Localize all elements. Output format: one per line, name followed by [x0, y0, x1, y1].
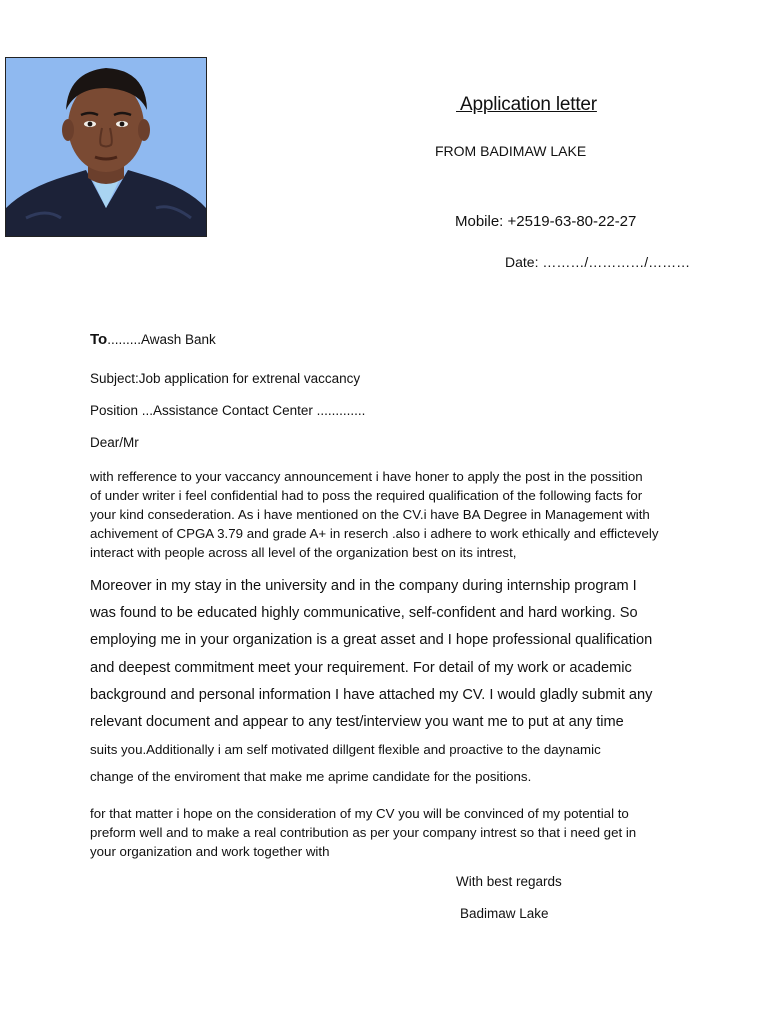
subject-line: Subject:Job application for extrenal vaccancy	[90, 371, 361, 386]
paragraph-line: with refference to your vaccancy announcement i have honer to apply the post in the possition	[90, 469, 643, 484]
paragraph-line: background and personal information I have attached my CV. I would gladly submit any	[90, 686, 653, 703]
body-paragraph-3	[90, 804, 680, 861]
applicant-photo	[5, 57, 207, 237]
to-label: To	[90, 331, 108, 348]
paragraph-line: relevant document and appear to any test/interview you want me to put at any time	[90, 714, 624, 731]
paragraph-line: achivement of CPGA 3.79 and grade A+ in reserch .also i adhere to work ethically and effictevely	[90, 526, 659, 541]
paragraph-line: was found to be educated highly communicative, self-confident and hard working. So	[90, 605, 638, 622]
recipient-name: .........Awash Bank	[107, 332, 216, 347]
paragraph-line: of under writer i feel confidential had to poss the required qualification of the following facts for	[90, 488, 643, 503]
paragraph-line: your organization and work together with	[90, 844, 330, 859]
position-line: Position ...Assistance Contact Center .............	[90, 403, 366, 418]
paragraph-line: your kind consederation. As i have mentioned on the CV.i have BA Degree in Management with	[90, 507, 650, 522]
letter-title: Application letter	[456, 94, 597, 115]
paragraph-line: and deepest commitment meet your requirement. For detail of my work or academic	[90, 659, 632, 676]
paragraph-line: Moreover in my stay in the university and in the company during internship program I	[90, 578, 637, 594]
sender-mobile: Mobile: +2519-63-80-22-27	[455, 213, 637, 230]
paragraph-line: interact with people across all level of the organization best on its intrest,	[90, 545, 517, 560]
recipient-line	[90, 331, 216, 348]
paragraph-line: for that matter i hope on the consideration of my CV you will be convinced of my potential to	[90, 806, 629, 821]
closing-regards: With best regards	[456, 874, 562, 889]
sender-name: FROM BADIMAW LAKE	[435, 143, 587, 159]
body-paragraph-2	[90, 573, 680, 791]
letter-date: Date: ………/…………/………	[505, 254, 691, 270]
body-paragraph-1	[90, 467, 680, 562]
paragraph-line: preform well and to make a real contribution as per your company intrest so that i need get in	[90, 825, 637, 840]
paragraph-line: change of the enviroment that make me aprime candidate for the positions.	[90, 769, 532, 785]
signature-name: Badimaw Lake	[460, 906, 549, 921]
paragraph-line: suits you.Additionally i am self motivated dillgent flexible and proactive to the daynamic	[90, 742, 601, 758]
salutation: Dear/Mr	[90, 435, 139, 450]
paragraph-line: employing me in your organization is a great asset and I hope professional qualification	[90, 632, 653, 649]
